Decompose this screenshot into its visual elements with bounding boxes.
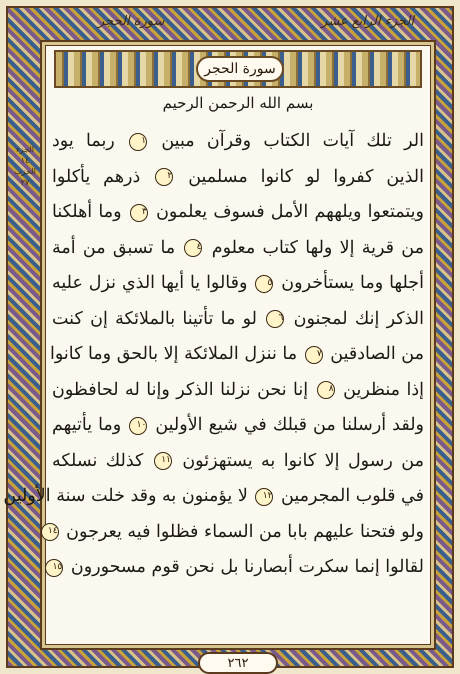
ayah-marker: ١٥ bbox=[45, 559, 63, 577]
verse-line: من رسول إلا كانوا به يستهزئون ١١ كذلك نسلكه bbox=[52, 450, 424, 471]
ayah-marker: ٨ bbox=[317, 381, 335, 399]
ayah-marker: ١٢ bbox=[255, 488, 273, 506]
verse-line: في قلوب المجرمين ١٢ لا يؤمنون به وقد خلت سنة الأولين bbox=[3, 486, 424, 506]
verse-line: ويتمتعوا ويلههم الأمل فسوف يعلمون ٣ وما أهلكنا bbox=[52, 202, 424, 222]
surah-title: سورة الحجر bbox=[196, 56, 284, 82]
juz-side-note: الجزء ١٤ الحزب ٢٧ bbox=[14, 145, 36, 187]
ornamental-frame bbox=[3, 6, 454, 671]
verse-line: ولو فتحنا عليهم بابا من السماء فظلوا فيه يعرجون ١٤ bbox=[52, 515, 424, 551]
verse-line: الذين كفروا لو كانوا مسلمين ٢ ذرهم يأكلوا bbox=[52, 166, 424, 187]
surah-banner bbox=[54, 50, 422, 88]
page-number: ٢٦٢ bbox=[198, 652, 278, 674]
verse-line: الذكر إنك لمجنون ٦ لو ما تأتينا بالملائكة إن كنت bbox=[52, 308, 424, 329]
verse-line: ولقد أرسلنا من قبلك في شيع الأولين ١٠ وما يأتيهم bbox=[52, 415, 424, 435]
ayah-marker: ٦ bbox=[266, 310, 284, 328]
ayah-marker: ٤ bbox=[184, 239, 202, 257]
verse-line: لقالوا إنما سكرت أبصارنا بل نحن قوم مسحورون ١٥ bbox=[52, 550, 424, 586]
verse-line: إذا منظرين ٨ إنا نحن نزلنا الذكر وإنا له لحافظون bbox=[52, 379, 424, 400]
ayah-marker: ١٠ bbox=[129, 417, 147, 435]
verse-line: أجلها وما يستأخرون ٥ وقالوا يا أيها الذي نزل عليه bbox=[52, 273, 424, 293]
ayah-marker: ١ bbox=[129, 133, 147, 151]
juz-header: الجزء الرابع عشر bbox=[321, 14, 414, 29]
ayah-marker: ٢ bbox=[155, 168, 173, 186]
ayah-marker: ١١ bbox=[154, 452, 172, 470]
ayah-marker: ٥ bbox=[255, 275, 273, 293]
ayah-marker: ٣ bbox=[130, 204, 148, 222]
verse-line: من الصادقين ٧ ما ننزل الملائكة إلا بالحق وما كانوا bbox=[49, 344, 424, 364]
verse-line: الر تلك آيات الكتاب وقرآن مبين ١ ربما يود bbox=[52, 131, 424, 151]
ayah-marker: ٧ bbox=[305, 346, 323, 364]
surah-header: سورة الحجر bbox=[98, 14, 165, 29]
verse-line: من قرية إلا ولها كتاب معلوم ٤ ما تسبق من أمة bbox=[52, 237, 424, 258]
basmala: بسم الله الرحمن الرحيم bbox=[162, 94, 314, 112]
ayah-marker: ١٤ bbox=[41, 523, 59, 541]
